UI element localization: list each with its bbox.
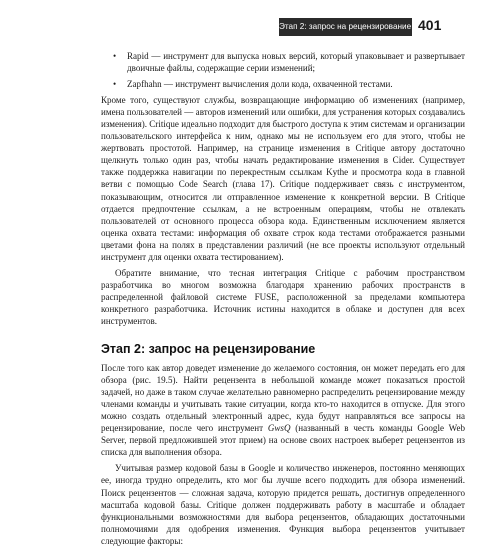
paragraph-text: (названный в честь команды Google Web Server, первой предложившей этот прием) на основе своих настроек выберет рецензентов из списка для выполнения обзора.: [101, 423, 465, 458]
body-paragraph: Обратите внимание, что тесная интеграция Critique с рабочим пространством разработчика во многом возможна благодаря хранению рабочих пространств в распределенной файловой системе FUSE, расположенной за пределами компьютера конкретного разработчика. Источник истины находится в облаке и доступен для всех инструментов.: [101, 267, 465, 326]
body-paragraph: Учитывая размер кодовой базы в Google и количество инженеров, постоянно меняющих ее, иногда трудно определить, кто мог бы лучше всего подходить для обзора изменений. Поиск рецензентов — сложная задача, которую придется решать, достигнув определенного масштаба кодовой базы. Critique должен поддерживать работу в масштабе и обладает функциональными возможностями для выбора рецензентов, обладающих достаточными полномочиями для одобрения изменения. Функция выбора рецензентов учитывает следующие факторы:: [101, 463, 465, 546]
body-paragraph: [101, 362, 465, 458]
tool-name-italic: GwsQ: [267, 423, 291, 434]
body-paragraph: Кроме того, существуют службы, возвращающие информацию об изменениях (например, имена пользователей — авторов изменений или ошибки, для устранения которых создавались изменения). Critique идеально подходит для быстрого доступа к этим системам и организации пользовательского интерфейса к ним, однако мы не используем его для этого, чтобы не жертвовать простотой. Например, на странице изменения в Critique автору достаточно щелкнуть только один раз, чтобы начать редактирование изменения в Cider. Существует также поддержка навигации по перекрестным ссылкам Kythe и просмотра кода в главной ветви с помощью Code Search (глава 17). Critique поддерживает связь с инструментом, показывающим, относится ли отправленное изменение к конкретной версии. В Critique отдается предпочтение ссылкам, а не встроенным операциям, чтобы не отвлекать пользователей от основного процесса обзора кода. Единственным исключением является оценка охвата тестами: информация об охвате строк кода тестами отображается разными цветами фона на полях в представлении различий (не все проекты используют отдельный инструмент для оценки охвата тестированием).: [101, 95, 465, 262]
bullet-list: [101, 50, 465, 90]
bullet-icon: •: [113, 51, 117, 61]
running-header: [0, 0, 500, 36]
paragraph-text: После того как автор доведет изменение до желаемого состояния, он может передать его для обзора (рис. 19.5). Найти рецензента в небольшой команде может показаться простой задачей, но даже в таком случае желательно равномерно распределить рецензирование между членами команды и учитывать такие ситуации, когда кто-то находится в отпуске. Для этого можно создать отдельный электронный адрес, куда будут направляться все запросы на рецензирование, после чего инструмент: [101, 363, 465, 434]
list-item-text: Rapid — инструмент для выпуска новых версий, который упаковывает и развертывает двоичные файлы, содержащие серии изменений;: [127, 51, 465, 74]
running-title-bar: Этап 2: запрос на рецензирование: [279, 18, 412, 36]
list-item-text: Zapfhahn — инструмент вычисления доли кода, охваченной тестами.: [127, 79, 393, 90]
page-number: 401: [418, 17, 442, 33]
list-item: [101, 50, 465, 74]
bullet-icon: •: [113, 79, 117, 90]
page-content: [101, 50, 465, 547]
section-heading: Этап 2: запрос на рецензирование: [101, 342, 316, 357]
list-item: [101, 78, 465, 90]
